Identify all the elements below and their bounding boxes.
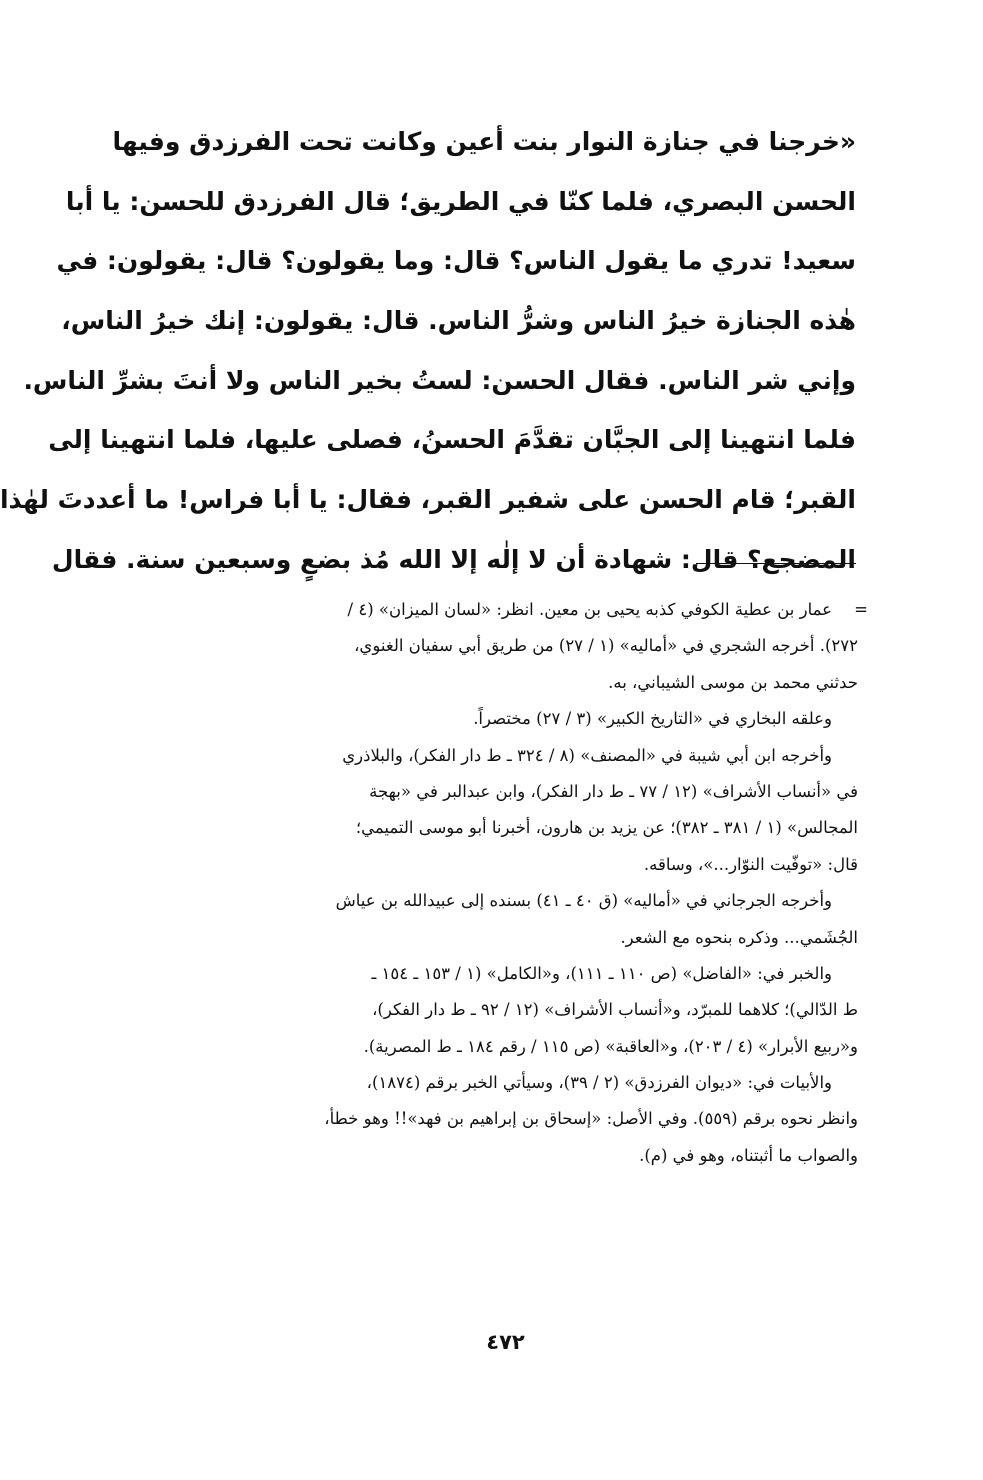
footnote-continuation-mark: = — [854, 600, 868, 619]
footnote-line: و«ربيع الأبرار» (٤ / ٢٠٣)، و«العاقبة» (ص ١١٥ / رقم ١٨٤ ـ ط المصرية). — [363, 1036, 858, 1056]
footnote-line: والخبر في: «الفاضل» (ص ١١٠ ـ ١١١)، و«الكامل» (١ / ١٥٣ ـ ١٥٤ ـ — [371, 963, 832, 983]
footnote-paragraph — [142, 883, 858, 956]
footnote-line: المجالس» (١ / ٣٨١ ـ ٣٨٢)؛ عن يزيد بن هارون، أخبرنا أبو موسى التميمي؛ — [355, 818, 858, 838]
main-text-line: هٰذه الجنازة خيرُ الناس وشرُّ الناس. قال: يقولون: إنك خيرُ الناس، — [61, 306, 856, 336]
page-number: ٤٧٢ — [486, 1330, 525, 1354]
main-text-block — [0, 112, 856, 590]
main-text-line: المضجع؟ قال: شهادة أن لا إلٰه إلا الله مُذ بضعٍ وسبعين سنة. فقال — [51, 544, 856, 574]
main-text-line: الحسن البصري، فلما كنّا في الطريق؛ قال الفرزدق للحسن: يا أبا — [65, 186, 856, 216]
footnote-separator-rule — [696, 563, 856, 564]
footnote-line: عمار بن عطية الكوفي كذبه يحيى بن معين. انظر: «لسان الميزان» (٤ / — [347, 600, 832, 619]
footnote-paragraph — [142, 1065, 858, 1174]
footnote-line: في «أنساب الأشراف» (١٢ / ٧٧ ـ ط دار الفكر)، وابن عبدالبر في «بهجة — [369, 781, 858, 801]
main-text-line: القبر؛ قام الحسن على شفير القبر، فقال: يا أبا فراس! ما أعددتَ لهٰذا — [0, 485, 856, 515]
footnote-line: وعلقه البخاري في «التاريخ الكبير» (٣ / ٢٧) مختصراً. — [473, 709, 832, 729]
footnote-line: حدثني محمد بن موسى الشيباني، به. — [608, 672, 858, 692]
footnote-line: الجُشَمي... وذكره بنحوه مع الشعر. — [620, 927, 858, 947]
footnote-paragraph — [142, 701, 858, 737]
footnote-line: ٢٧٢). أخرجه الشجري في «أماليه» (١ / ٢٧) من طريق أبي سفيان الغنوي، — [354, 636, 858, 656]
footnote-paragraph — [142, 592, 858, 701]
footnote-line: والصواب ما أثبتناه، وهو في (م). — [639, 1145, 858, 1165]
footnotes-block — [142, 592, 858, 1174]
footnote-line: قال: «توفّيت النوّار...»، وساقه. — [643, 854, 858, 874]
footnote-line: وأخرجه الجرجاني في «أماليه» (ق ٤٠ ـ ٤١) بسنده إلى عبيدالله بن عياش — [335, 891, 832, 911]
footnote-line: والأبيات في: «ديوان الفرزدق» (٢ / ٣٩)، وسيأتي الخبر برقم (١٨٧٤)، — [366, 1073, 832, 1093]
main-text-line: وإني شر الناس. فقال الحسن: لستُ بخير الناس ولا أنتَ بشرِّ الناس. — [23, 365, 856, 395]
main-text-line: فلما انتهينا إلى الجبَّان تقدَّمَ الحسنُ، فصلى عليها، فلما انتهينا إلى — [48, 425, 856, 455]
footnote-paragraph — [142, 738, 858, 884]
main-text-line: «خرجنا في جنازة النوار بنت أعين وكانت تحت الفرزدق وفيها — [112, 127, 856, 156]
footnote-line: وأخرجه ابن أبي شيبة في «المصنف» (٨ / ٣٢٤ ـ ط دار الفكر)، والبلاذري — [342, 745, 832, 765]
footnote-line: ط الدّالي)؛ كلاهما للمبرّد، و«أنساب الأشراف» (١٢ / ٩٢ ـ ط دار الفكر)، — [372, 1000, 858, 1020]
footnote-line: وانظر نحوه برقم (٥٥٩). وفي الأصل: «إسحاق بن إبراهيم بن فهد»!! وهو خطأ، — [324, 1109, 858, 1129]
main-text-line: سعيد! تدري ما يقول الناس؟ قال: وما يقولون؟ قال: يقولون: في — [56, 246, 856, 276]
footnote-paragraph — [142, 956, 858, 1065]
